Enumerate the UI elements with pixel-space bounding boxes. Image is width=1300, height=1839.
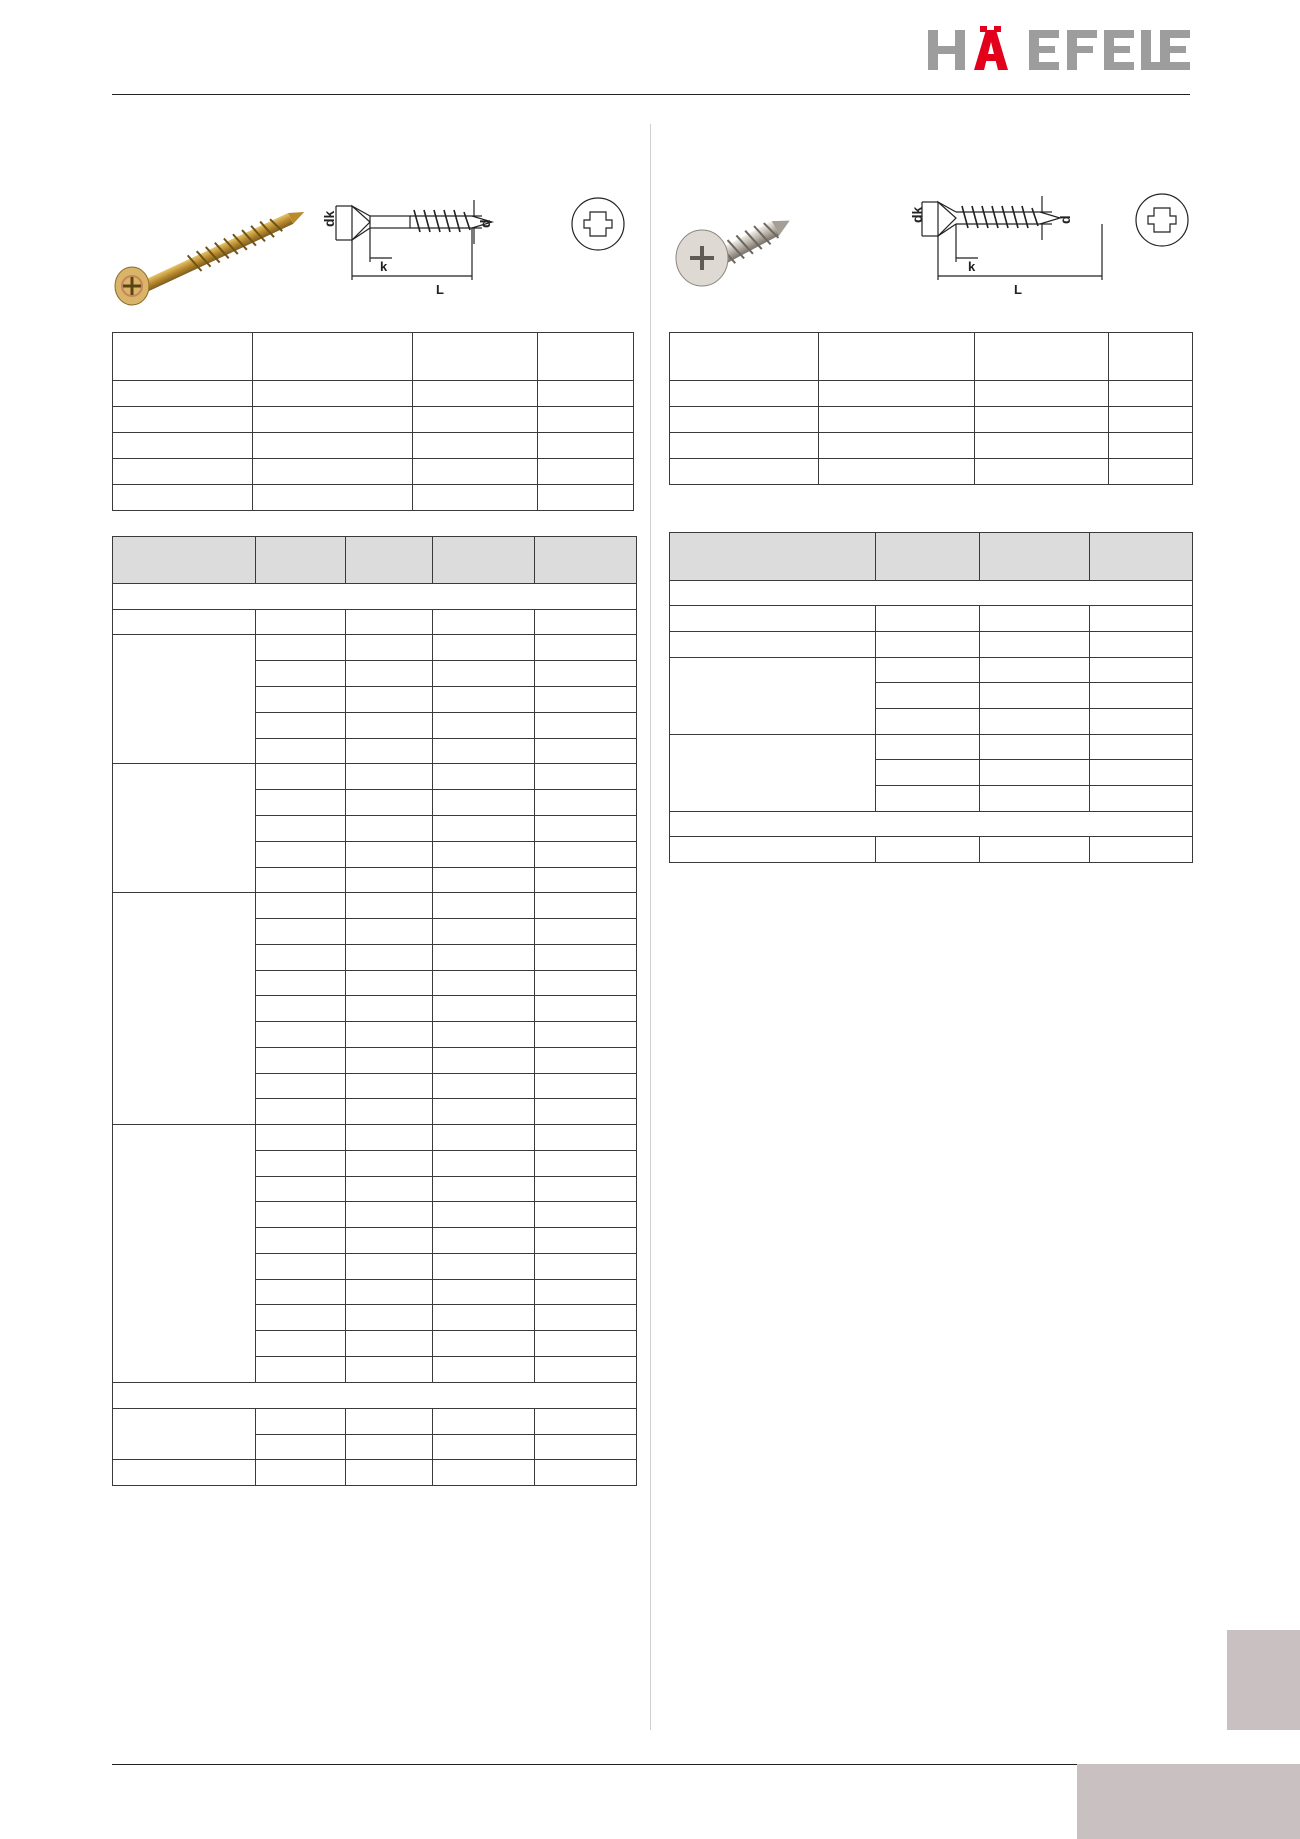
order-table-group-row — [113, 1383, 637, 1409]
spec-table-row — [670, 333, 1193, 381]
svg-text:dk: dk — [321, 210, 337, 227]
screw-photo-right — [672, 206, 798, 288]
spec-table-row — [670, 433, 1193, 459]
spec-table-row — [670, 459, 1193, 485]
spec-table-row — [670, 381, 1193, 407]
order-table-row — [113, 764, 637, 790]
svg-text:dk: dk — [909, 206, 925, 223]
spec-table-row — [113, 485, 634, 511]
svg-text:k: k — [968, 259, 976, 274]
order-table-row — [670, 658, 1193, 683]
svg-text:d: d — [1057, 215, 1073, 224]
chapter-tab — [1227, 1630, 1300, 1730]
order-table-group-row — [113, 584, 637, 610]
order-table-header — [670, 533, 1193, 581]
order-table-row — [670, 632, 1193, 658]
spec-table-row — [113, 381, 634, 407]
spec-table-row — [670, 407, 1193, 433]
order-table-row — [670, 735, 1193, 760]
spec-table-row — [113, 433, 634, 459]
order-table-group-row — [670, 581, 1193, 606]
order-table-left — [112, 536, 637, 1486]
svg-text:k: k — [380, 259, 388, 274]
column-divider — [650, 124, 651, 1730]
order-table-row — [670, 606, 1193, 632]
footer-rule — [112, 1764, 1190, 1765]
spec-table-row — [113, 333, 634, 381]
screw-photo-left — [110, 200, 315, 312]
order-table-row — [670, 837, 1193, 863]
spec-table-left — [112, 332, 634, 511]
spec-table-right — [669, 332, 1193, 485]
order-table-group-row — [670, 812, 1193, 837]
order-table-row — [113, 1409, 637, 1435]
svg-text:d: d — [477, 219, 493, 228]
order-table-row — [113, 1460, 637, 1486]
spec-table-row — [113, 459, 634, 485]
order-table-right — [669, 532, 1193, 863]
spec-table-row — [113, 407, 634, 433]
screw-diagram-right — [909, 192, 1190, 297]
hafele-logo — [928, 26, 1190, 74]
svg-text:L: L — [1014, 282, 1022, 297]
svg-text:L: L — [436, 282, 444, 297]
header-rule — [112, 94, 1190, 95]
order-table-row — [113, 610, 637, 635]
order-table-header — [113, 537, 637, 584]
order-table-row — [113, 1125, 637, 1151]
screw-diagram-left — [322, 196, 630, 300]
order-table-row — [113, 893, 637, 919]
page-number-block — [1077, 1764, 1300, 1839]
order-table-row — [113, 635, 637, 661]
